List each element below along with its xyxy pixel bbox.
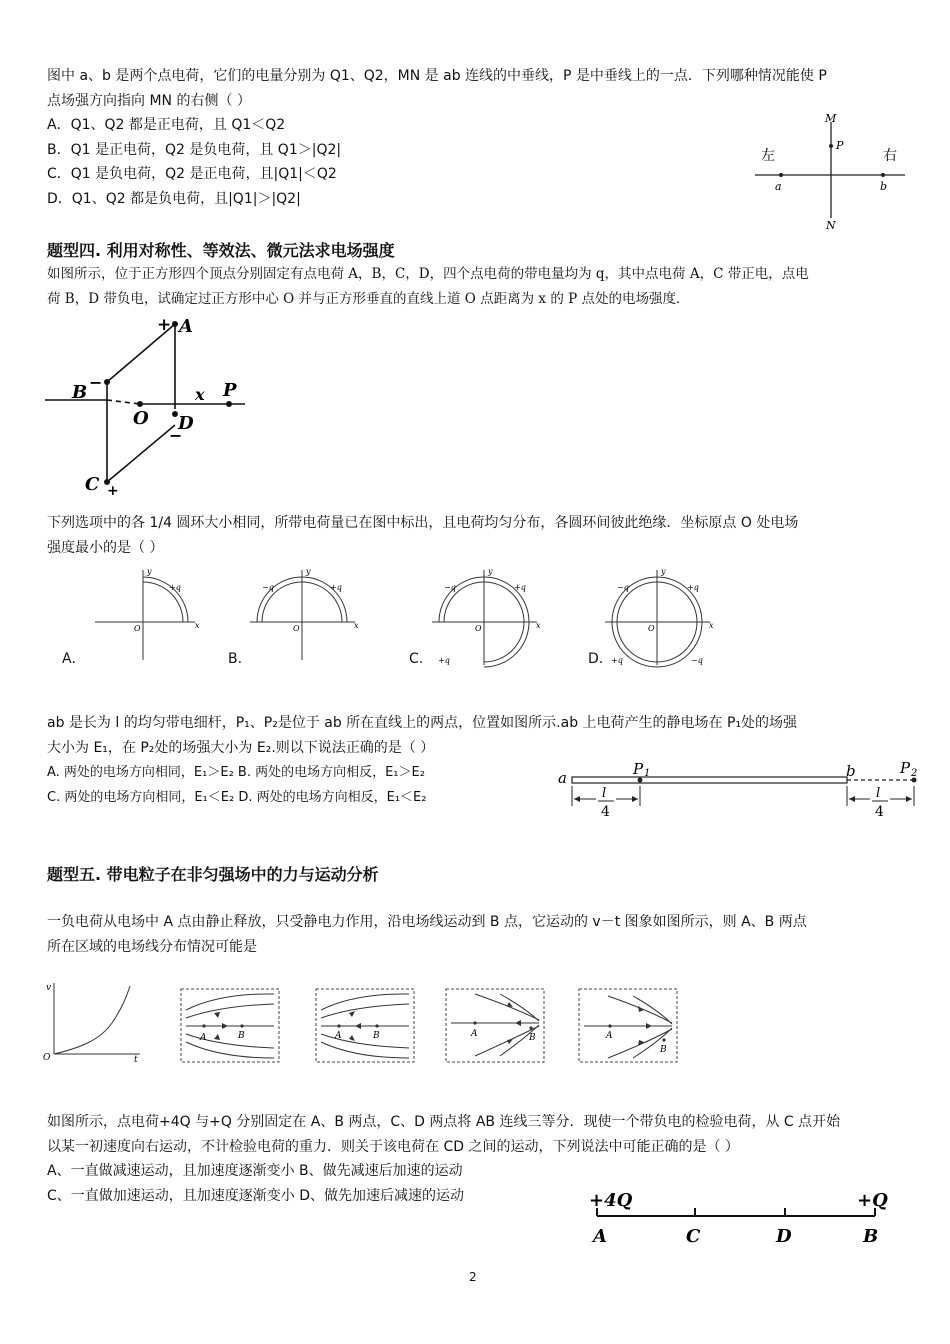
q4-options-cd: C. 两处的电场方向相同，E₁＜E₂ D. 两处的电场方向相反，E₁＜E₂ (47, 790, 427, 805)
q2-fig-plus-a: + (157, 315, 172, 335)
q3c-o: O (475, 624, 482, 633)
q6-fig-plus-4q: +4Q (589, 1190, 633, 1211)
q3c-y: y (488, 567, 493, 576)
q5-line1: 一负电荷从电场中 A 点由静止释放，只受静电力作用，沿电场线运动到 B 点，它运动的 v－t 图象如图所示，则 A、B 两点 (47, 914, 807, 930)
q3b-pq: +q (330, 583, 342, 592)
q3-ring-d (605, 565, 720, 665)
q1-fig-right: 右 (883, 148, 897, 164)
q5d-b: B (660, 1045, 667, 1055)
q6-line1: 如图所示，点电荷+4Q 与+Q 分别固定在 A、B 两点，C、D 两点将 AB 连线三等分．现使一个带负电的检验电荷，从 C 点开始 (47, 1114, 841, 1130)
heading-type-5: 题型五. 带电粒子在非匀强场中的力与运动分析 (47, 865, 379, 884)
q3-line2: 强度最小的是（ ） (47, 540, 164, 556)
q4-fig-p2: P (900, 759, 911, 777)
q6-line-figure (585, 1192, 895, 1252)
q3d-x: x (709, 621, 714, 630)
page-number: 2 (469, 1270, 477, 1284)
q2-fig-c: C (85, 474, 100, 495)
q1-option-a: A．Q1、Q2 都是正电荷，且 Q1＜Q2 (47, 117, 286, 133)
q3-option-c: C. (409, 651, 424, 667)
q4-line2: 大小为 E₁，在 P₂处的场强大小为 E₂.则以下说法正确的是（ ） (47, 740, 435, 756)
q5-vt-graph (40, 978, 145, 1063)
q3d-pq1: +q (687, 583, 699, 592)
q5-line2: 所在区域的电场线分布情况可能是 (47, 939, 257, 955)
q5-graph-o: O (43, 1053, 51, 1063)
q5b-a: A (335, 1031, 342, 1041)
q5-field-option-c (445, 988, 545, 1063)
q5-graph-v: v (46, 983, 52, 993)
q3-option-a: A. (62, 651, 76, 667)
q3-ring-a (95, 565, 205, 660)
q6-fig-b: B (863, 1226, 879, 1247)
q6-line2: 以某一初速度向右运动，不计检验电荷的重力．则关于该电荷在 CD 之间的运动，下列说法中可能正确的是（ ） (47, 1139, 739, 1155)
q6-options-ab: A、一直做减速运动，且加速度逐渐变小 B、做先减速后加速的运动 (47, 1163, 463, 1179)
q1-fig-a: a (775, 180, 782, 193)
q2-fig-d: D (178, 413, 194, 434)
q4-fig-l1: l (602, 786, 607, 801)
q2-line2: 荷 B，D 带负电，试确定过正方形中心 O 并与正方形垂直的直线上道 O 点距离为 x 的 P 点处的电场强度． (47, 291, 690, 307)
q3c-mq: −q (444, 583, 456, 592)
q4-rod-figure (558, 758, 928, 823)
q1-option-d: D．Q1、Q2 都是负电荷，且|Q1|＞|Q2| (47, 191, 301, 207)
q6-options-cd: C、一直做加速运动，且加速度逐渐变小 D、做先加速后减速的运动 (47, 1188, 465, 1204)
q3d-pq2: +q (611, 656, 623, 665)
q5-field-option-d (578, 988, 678, 1063)
q4-options-ab: A. 两处的电场方向相同，E₁＞E₂ B. 两处的电场方向相反，E₁＞E₂ (47, 765, 425, 780)
q5b-b: B (373, 1031, 380, 1041)
q4-fig-l2: l (876, 786, 881, 801)
q5a-a: A (200, 1033, 207, 1043)
q2-fig-b: B (72, 382, 88, 403)
q1-option-c: C．Q1 是负电荷，Q2 是正电荷，且|Q1|＜Q2 (47, 166, 337, 182)
q2-fig-a: A (179, 316, 193, 337)
q6-fig-plus-q: +Q (857, 1190, 888, 1211)
q3a-x: x (195, 621, 200, 630)
q3-ring-b (250, 565, 365, 660)
q1-stem-line2: 点场强方向指向 MN 的右侧（ ） (47, 93, 251, 109)
q2-square-figure (45, 312, 275, 502)
q4-fig-p1-sub: 1 (644, 768, 651, 779)
q2-fig-minus-d: − (169, 426, 183, 445)
q3c-pq2: +q (438, 656, 450, 665)
q3a-y: y (147, 567, 152, 576)
q3-option-d: D. (588, 651, 604, 667)
q1-stem-line1: 图中 a、b 是两个点电荷，它们的电量分别为 Q1、Q2，MN 是 ab 连线的中垂线，P 是中垂线上的一点．下列哪种情况能使 P (47, 68, 827, 84)
q6-fig-d: D (776, 1226, 792, 1247)
q4-line1: ab 是长为 l 的均匀带电细杆，P₁、P₂是位于 ab 所在直线上的两点，位置如图所示.ab 上电荷产生的静电场在 P₁处的场强 (47, 715, 798, 731)
q3b-x: x (354, 621, 359, 630)
q5a-b: B (238, 1031, 245, 1041)
q3b-o: O (293, 624, 300, 633)
q2-fig-minus-b: − (89, 373, 103, 392)
q3b-y: y (306, 567, 311, 576)
q3-option-b: B. (228, 651, 243, 667)
q3b-mq: −q (262, 583, 274, 592)
q5c-a: A (471, 1029, 478, 1039)
q5-field-option-b (315, 988, 415, 1063)
q2-fig-plus-c: + (107, 483, 119, 499)
q4-fig-p1: P (633, 760, 644, 778)
q2-fig-p: P (223, 380, 237, 401)
q1-fig-n: N (826, 219, 836, 232)
q5c-b: B (529, 1033, 536, 1043)
q6-fig-c: C (686, 1226, 701, 1247)
q1-option-b: B．Q1 是正电荷，Q2 是负电荷，且 Q1＞|Q2| (47, 142, 342, 158)
q5-graph-t: t (134, 1055, 138, 1065)
q4-fig-four2: 4 (875, 804, 884, 820)
q2-fig-x: x (195, 385, 205, 404)
q3d-y: y (661, 567, 666, 576)
q3c-x: x (536, 621, 541, 630)
q4-fig-a: a (558, 769, 567, 787)
q2-fig-o: O (133, 408, 149, 429)
q3d-mq1: −q (617, 583, 629, 592)
q6-fig-a: A (593, 1226, 607, 1247)
q1-fig-left: 左 (761, 148, 775, 164)
q4-fig-four1: 4 (601, 804, 610, 820)
q3d-mq2: −q (691, 656, 703, 665)
q1-fig-p: P (836, 139, 844, 152)
q3d-o: O (648, 624, 655, 633)
q3-ring-c (432, 565, 547, 665)
q5d-a: A (606, 1031, 613, 1041)
q4-fig-b: b (846, 762, 856, 780)
q3a-pq: +q (169, 583, 181, 592)
q1-figure (755, 110, 915, 235)
q3c-pq1: +q (514, 583, 526, 592)
heading-type-4: 题型四. 利用对称性、等效法、微元法求电场强度 (47, 241, 395, 260)
q5-field-option-a (180, 988, 280, 1063)
q3a-o: O (134, 624, 141, 633)
q2-line1: 如图所示，位于正方形四个顶点分别固定有点电荷 A，B，C，D，四个点电荷的带电量均为 q，其中点电荷 A，C 带正电，点电 (47, 266, 809, 282)
q3-line1: 下列选项中的各 1/4 圆环大小相同，所带电荷量已在图中标出，且电荷均匀分布，各圆环间彼此绝缘．坐标原点 O 处电场 (47, 515, 799, 531)
q1-fig-b: b (880, 180, 888, 193)
q1-fig-m: M (825, 112, 837, 125)
q4-fig-p2-sub: 2 (911, 768, 918, 779)
